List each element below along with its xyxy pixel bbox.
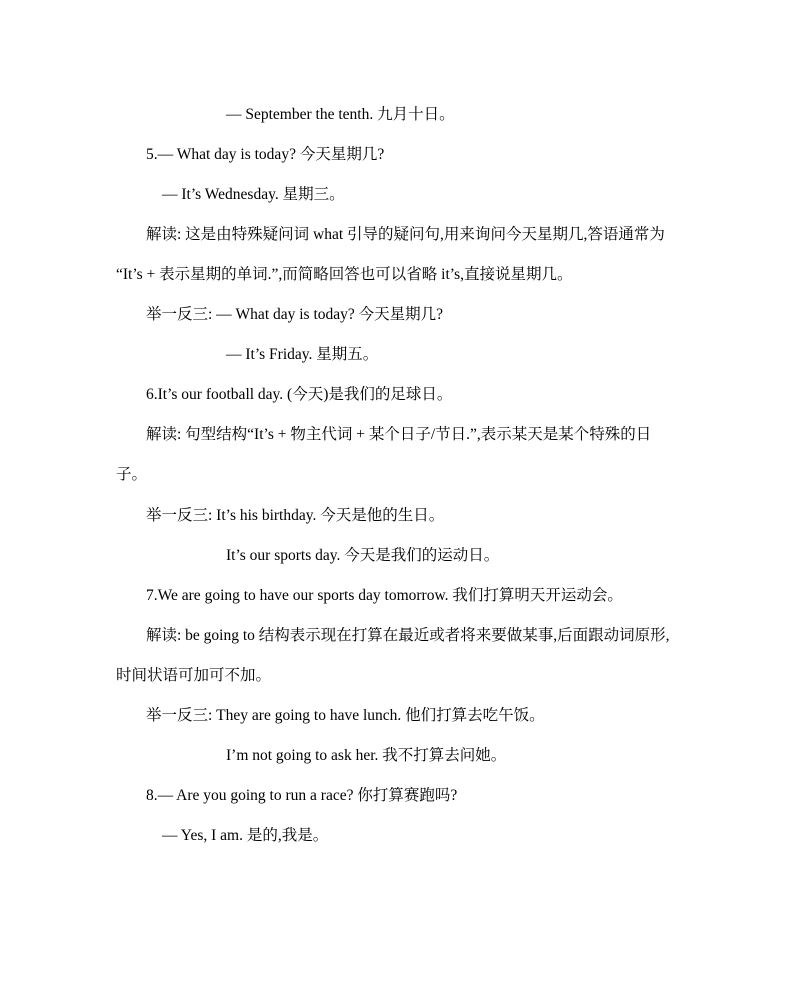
text-line-q5-question: 5.— What day is today? 今天星期几? bbox=[146, 146, 385, 163]
text-line-q5-example-question: 举一反三: — What day is today? 今天星期几? bbox=[146, 306, 444, 323]
text-line-q5-explanation-1: 解读: 这是由特殊疑问词 what 引导的疑问句,用来询问今天星期几,答语通常为 bbox=[146, 226, 665, 243]
text-line-q7-sentence: 7.We are going to have our sports day tomorrow. 我们打算明天开运动会。 bbox=[146, 587, 623, 604]
text-line-q8-answer: — Yes, I am. 是的,我是。 bbox=[162, 827, 329, 844]
text-line-q5-explanation-2: “It’s + 表示星期的单词.”,而简略回答也可以省略 it’s,直接说星期几。 bbox=[116, 266, 573, 283]
text-line-q6-example-1: 举一反三: It’s his birthday. 今天是他的生日。 bbox=[146, 507, 445, 524]
text-line-q7-example-1: 举一反三: They are going to have lunch. 他们打算去吃午饭。 bbox=[146, 707, 545, 724]
text-line-q8-question: 8.— Are you going to run a race? 你打算赛跑吗? bbox=[146, 787, 458, 804]
text-line-q7-example-2: I’m not going to ask her. 我不打算去问她。 bbox=[226, 747, 507, 764]
text-line-q6-example-2: It’s our sports day. 今天是我们的运动日。 bbox=[226, 547, 500, 564]
text-line-q5-answer: — It’s Wednesday. 星期三。 bbox=[162, 186, 345, 203]
text-line-q6-explanation-2: 子。 bbox=[116, 466, 148, 483]
text-line-q6-sentence: 6.It’s our football day. (今天)是我们的足球日。 bbox=[146, 386, 453, 403]
text-line-q6-explanation-1: 解读: 句型结构“It’s + 物主代词 + 某个日子/节日.”,表示某天是某个特殊的日 bbox=[146, 426, 652, 443]
text-line-q7-explanation-2: 时间状语可加可不加。 bbox=[116, 667, 272, 684]
text-line-q5-example-answer: — It’s Friday. 星期五。 bbox=[226, 346, 379, 363]
text-line-q7-explanation-1: 解读: be going to 结构表示现在打算在最近或者将来要做某事,后面跟动词原形, bbox=[146, 627, 670, 644]
text-line-september-tenth: — September the tenth. 九月十日。 bbox=[226, 106, 455, 123]
